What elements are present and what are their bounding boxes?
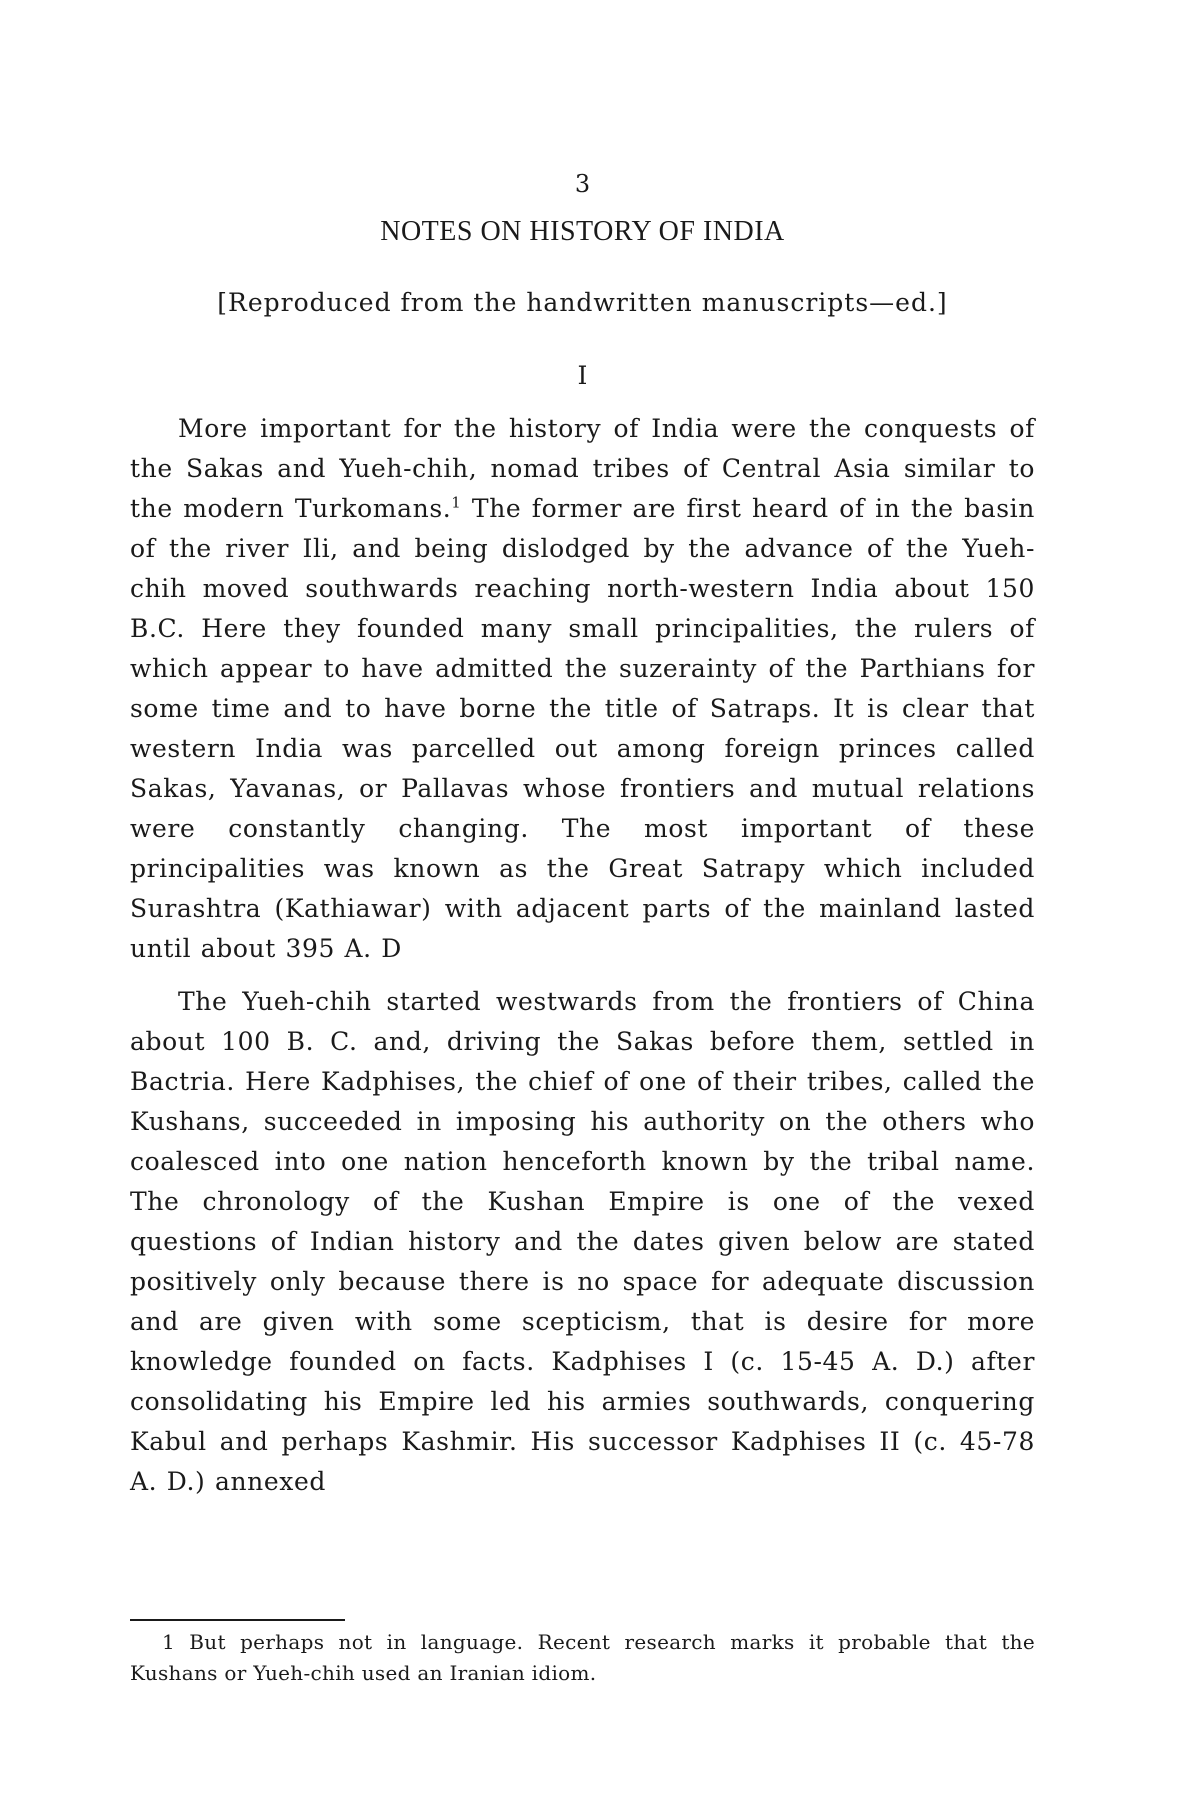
body-text xyxy=(130,409,1035,1502)
editorial-note: [Reproduced from the handwritten manuscripts—ed.] xyxy=(217,288,948,317)
paragraph-1-start: More important for the history of India were the conquests of the Sakas and Yueh-chih, nomad tribes of Central Asia similar to the modern Turkomans. xyxy=(130,414,1035,523)
footnote-divider xyxy=(130,1619,345,1621)
paragraph-1-rest: The former are first heard of in the basin of the river Ili, and being dislodged by the advance of the Yueh-chih moved southwards reaching north-western India about 150 B.C. Here they founded many small principalities, the rulers of which appear to have admitted the suzerainty of the Parthians for some time and to have borne the title of Satraps. It is clear that western India was parcelled out among foreign princes called Sakas, Yavanas, or Pallavas whose frontiers and mutual relations were constantly changing. The most important of these principalities was known as the Great Satrapy which included Surashtra (Kathiawar) with adjacent parts of the mainland lasted until about 395 A. D xyxy=(130,494,1035,963)
chapter-title: NOTES ON HISTORY OF INDIA xyxy=(380,216,785,247)
paragraph-1 xyxy=(130,409,1035,969)
footnote-marker: 1 xyxy=(451,493,462,512)
chapter-number: 3 xyxy=(574,170,591,198)
footnote: 1 But perhaps not in language. Recent research marks it probable that the Kushans or Yueh-chih used an Iranian idiom. xyxy=(130,1630,1035,1685)
section-number: I xyxy=(577,361,588,390)
paragraph-2: The Yueh-chih started westwards from the frontiers of China about 100 B. C. and, driving the Sakas before them, settled in Bactria. Here Kadphises, the chief of one of their tribes, called the Kushans, succeeded in imposing his authority on the others who coalesced into one nation henceforth known by the tribal name. The chronology of the Kushan Empire is one of the vexed questions of Indian history and the dates given below are stated positively only because there is no space for adequate discussion and are given with some scepticism, that is desire for more knowledge founded on facts. Kadphises I (c. 15-45 A. D.) after consolidating his Empire led his armies southwards, conquering Kabul and perhaps Kashmir. His successor Kadphises II (c. 45-78 A. D.) annexed xyxy=(130,987,1035,1496)
book-page xyxy=(130,0,1035,1811)
